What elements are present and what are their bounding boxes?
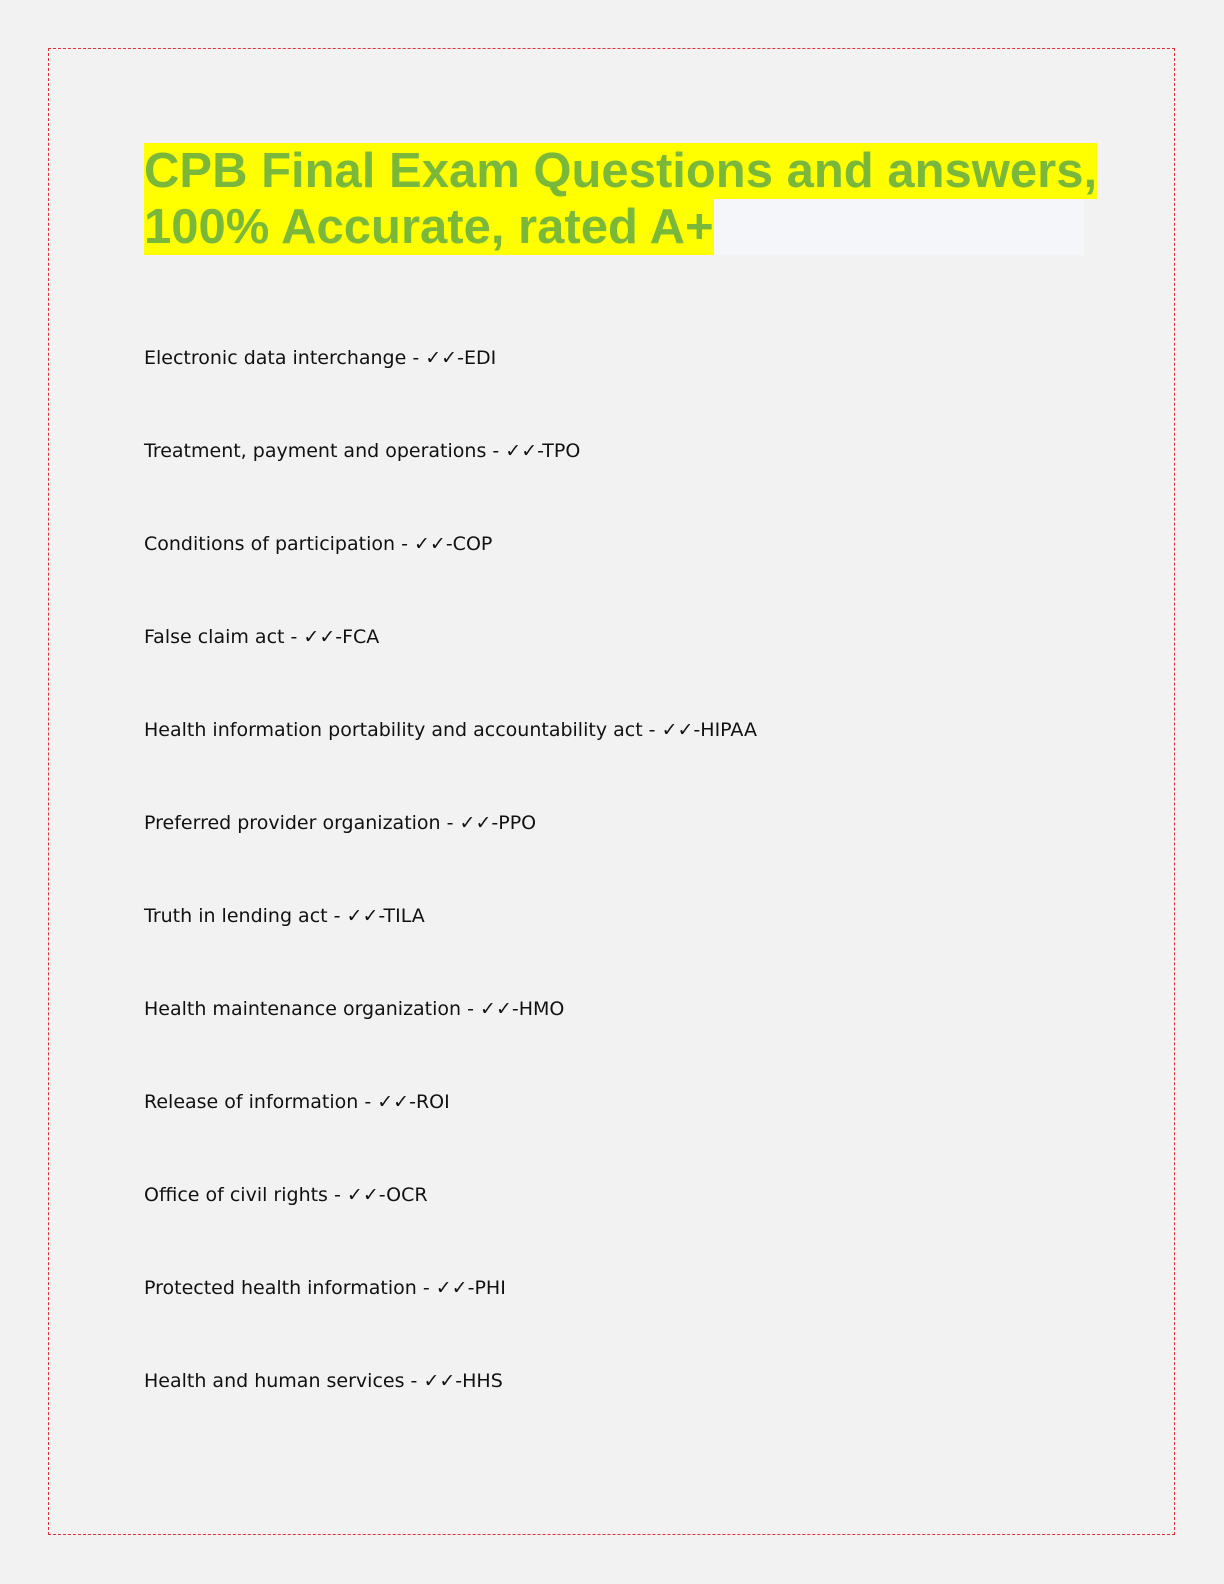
double-check-icon: ✓✓ [423, 1370, 456, 1392]
answer-text: HHS [462, 1370, 503, 1392]
separator: - [358, 1091, 378, 1113]
answer-prefix: - [693, 719, 701, 741]
answer-text: OCR [386, 1184, 428, 1206]
qa-item [144, 1086, 757, 1179]
double-check-icon: ✓✓ [377, 1091, 410, 1113]
separator: - [284, 626, 304, 648]
double-check-icon: ✓✓ [505, 440, 538, 462]
separator: - [406, 347, 426, 369]
answer-text: FCA [342, 626, 380, 648]
qa-item [144, 342, 757, 435]
answer-text: PPO [498, 812, 537, 834]
answer-prefix: - [378, 905, 384, 927]
question-text: Protected health information [144, 1277, 417, 1299]
double-check-icon: ✓✓ [413, 533, 446, 555]
title-line-2 [144, 199, 1084, 255]
question-text: Health maintenance organization [144, 998, 462, 1020]
qa-item [144, 435, 757, 528]
question-text: Treatment, payment and operations [144, 440, 487, 462]
answer-prefix: - [457, 347, 464, 369]
question-text: Preferred provider organization [144, 812, 441, 834]
separator: - [461, 998, 481, 1020]
qa-item [144, 807, 757, 900]
answer-prefix: - [511, 998, 519, 1020]
question-text: Health and human services [144, 1370, 405, 1392]
separator: - [327, 1184, 347, 1206]
separator: - [440, 812, 460, 834]
title-line-1-text: CPB Final Exam Questions and answers, [144, 144, 1098, 198]
answer-prefix: - [537, 440, 543, 462]
qa-item [144, 1365, 757, 1458]
separator: - [486, 440, 506, 462]
answer-prefix: - [455, 1370, 463, 1392]
double-check-icon: ✓✓ [346, 1184, 379, 1206]
answer-prefix: - [491, 812, 499, 834]
answer-text: ROI [415, 1091, 450, 1113]
qa-item [144, 993, 757, 1086]
question-text: Health information portability and accountability act [144, 719, 643, 741]
answer-prefix: - [445, 533, 453, 555]
qa-item [144, 528, 757, 621]
double-check-icon: ✓✓ [435, 1277, 468, 1299]
answer-text: HIPAA [700, 719, 757, 741]
answer-text: HMO [518, 998, 565, 1020]
answer-text: PHI [474, 1277, 506, 1299]
title-line-2-text: 100% Accurate, rated A+ [144, 200, 714, 254]
separator: - [395, 533, 414, 555]
answer-text: COP [452, 533, 493, 555]
question-text: Conditions of participation [144, 533, 396, 555]
qa-item [144, 900, 757, 993]
answer-prefix: - [409, 1091, 416, 1113]
separator: - [416, 1277, 436, 1299]
qa-item [144, 621, 757, 714]
separator: - [327, 905, 347, 927]
question-text: Truth in lending act [144, 905, 328, 927]
answer-text: TILA [383, 905, 425, 927]
separator: - [404, 1370, 424, 1392]
separator: - [642, 719, 662, 741]
question-text: Office of civil rights [144, 1184, 328, 1206]
double-check-icon: ✓✓ [459, 812, 492, 834]
qa-list [144, 342, 757, 1458]
answer-text: TPO [542, 440, 581, 462]
qa-item [144, 714, 757, 807]
title-line-1 [144, 143, 1098, 199]
answer-prefix: - [467, 1277, 475, 1299]
double-check-icon: ✓✓ [480, 998, 512, 1020]
double-check-icon: ✓✓ [303, 626, 336, 648]
qa-item [144, 1272, 757, 1365]
double-check-icon: ✓✓ [425, 347, 458, 369]
double-check-icon: ✓✓ [346, 905, 379, 927]
answer-prefix: - [378, 1184, 387, 1206]
question-text: Electronic data interchange [144, 347, 407, 369]
question-text: False claim act [144, 626, 285, 648]
qa-item [144, 1179, 757, 1272]
question-text: Release of information [144, 1091, 359, 1113]
page-title [144, 143, 1098, 255]
answer-text: EDI [463, 347, 497, 369]
answer-prefix: - [335, 626, 343, 648]
double-check-icon: ✓✓ [661, 719, 694, 741]
